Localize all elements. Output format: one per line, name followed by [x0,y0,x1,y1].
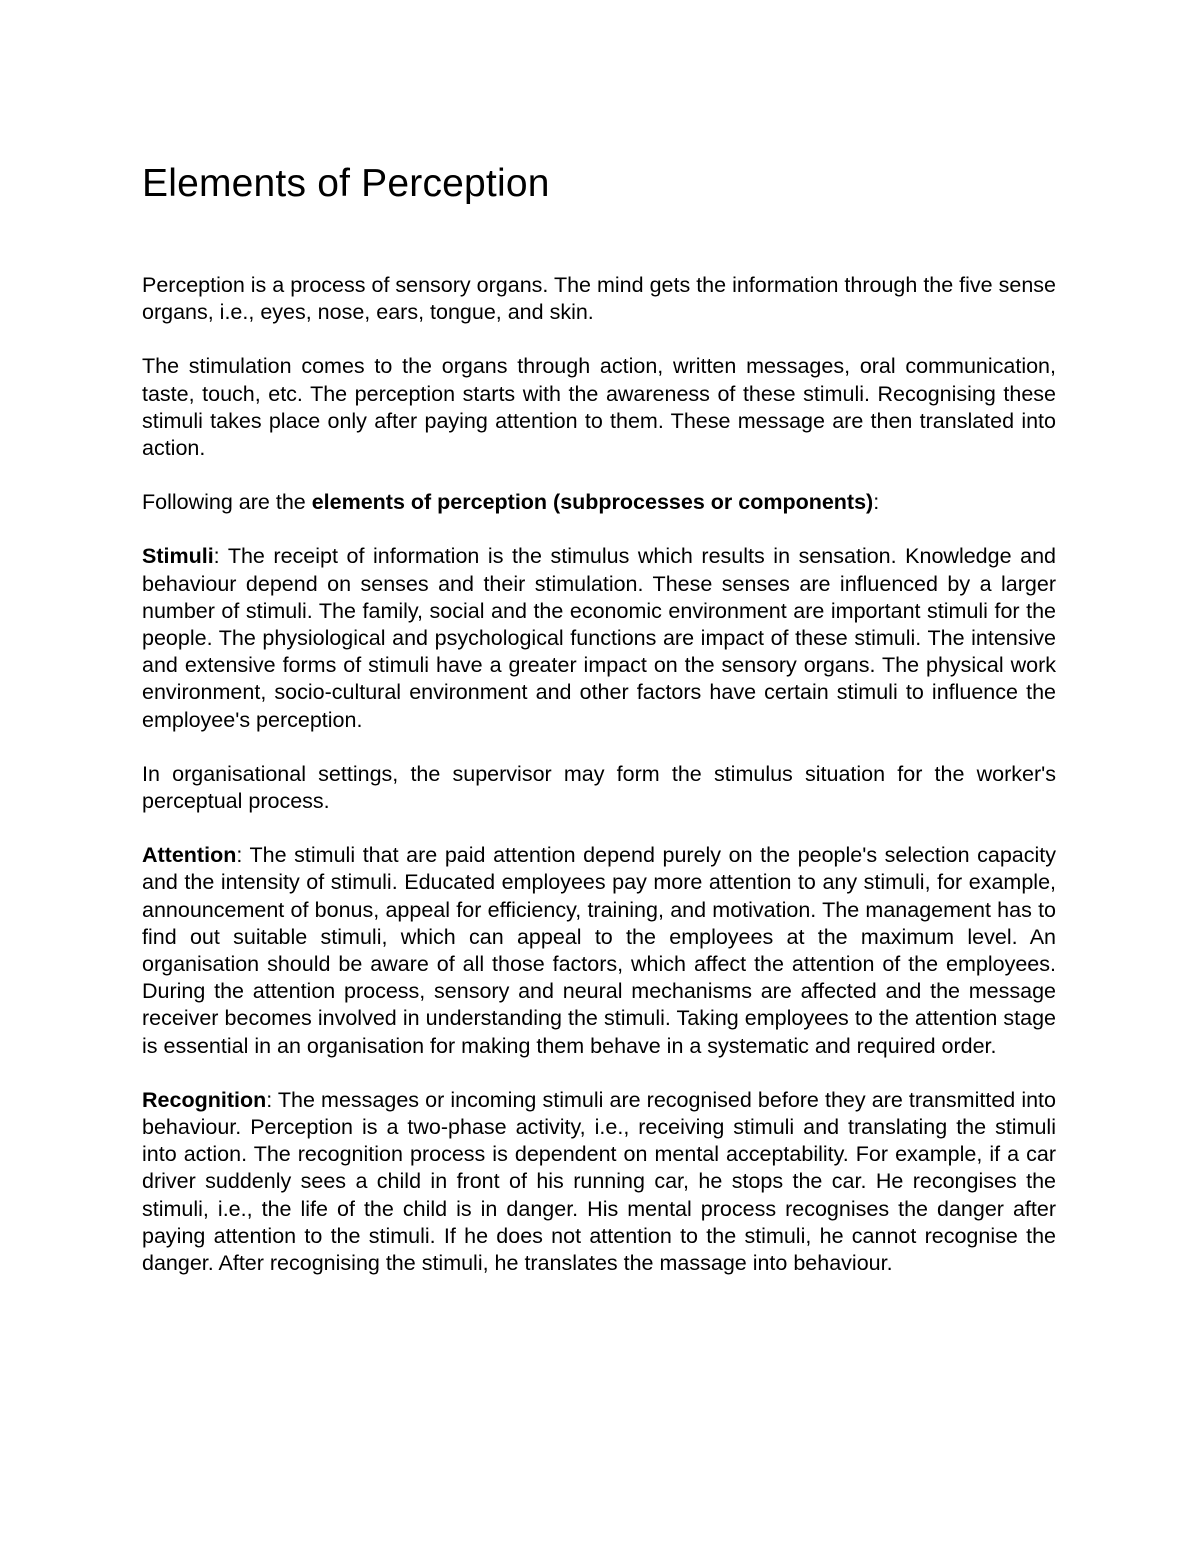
stimuli-paragraph [142,543,1056,733]
recognition-paragraph [142,1087,1056,1277]
recognition-term: Recognition [142,1087,267,1112]
document-title: Elements of Perception [142,162,550,205]
following-bold-text: elements of perception (subprocesses or components) [311,490,874,515]
recognition-text: : The messages or incoming stimuli are recognised before they are transmitted into behaviour. Perception is a two-phase activity, i.e., receiving stimuli and translating the stimuli into action. The recognition process is dependent on mental acceptability. For example, if a car driver suddenly sees a child in front of his running car, he stops the car. He recongises the stimuli, i.e., the life of the child is in danger. His mental process recognises the danger after paying attention to the stimuli. If he does not attention to the stimuli, he cannot recognise the danger. After recognising the stimuli, he translates the massage into behaviour. [142,1087,1056,1276]
organisational-paragraph: In organisational settings, the supervisor may form the stimulus situation for the worker's perceptual process. [142,761,1056,814]
intro-paragraph-1: Perception is a process of sensory organs. The mind gets the information through the five sense organs, i.e., eyes, nose, ears, tongue, and skin. [142,273,1056,325]
following-suffix: : [873,490,880,515]
following-prefix: Following are the [142,490,312,515]
attention-paragraph [142,842,1056,1060]
intro-paragraph-2: The stimulation comes to the organs through action, written messages, oral communication, taste, touch, etc. The perception starts with the awareness of these stimuli. Recognising these stimuli takes place only after paying attention to them. These message are then translated into action. [142,354,1056,461]
attention-term: Attention [142,843,237,868]
attention-text: : The stimuli that are paid attention depend purely on the people's selection capacity and the intensity of stimuli. Educated employees pay more attention to any stimuli, for example, announcement of bonus, appeal for efficiency, training, and motivation. The management has to find out suitable stimuli, which can appeal to the employees at the maximum level. An organisation should be aware of all those factors, which affect the attention of the employees. During the attention process, sensory and neural mechanisms are affected and the message receiver becomes involved in understanding the stimuli. Taking employees to the attention stage is essential in an organisation for making them behave in a systematic and required order. [142,843,1056,1058]
document-page [142,160,1056,1304]
following-paragraph [142,489,1056,516]
stimuli-text: : The receipt of information is the stimulus which results in sensation. Knowledge and behaviour depend on senses and their stimulation. These senses are influenced by a larger number of stimuli. The family, social and the economic environment are important stimuli for the people. The physiological and psychological functions are impact of these stimuli. The intensive and extensive forms of stimuli have a greater impact on the sensory organs. The physical work environment, socio-cultural environment and other factors have certain stimuli to influence the employee's perception. [142,544,1056,732]
stimuli-term: Stimuli [142,544,214,569]
